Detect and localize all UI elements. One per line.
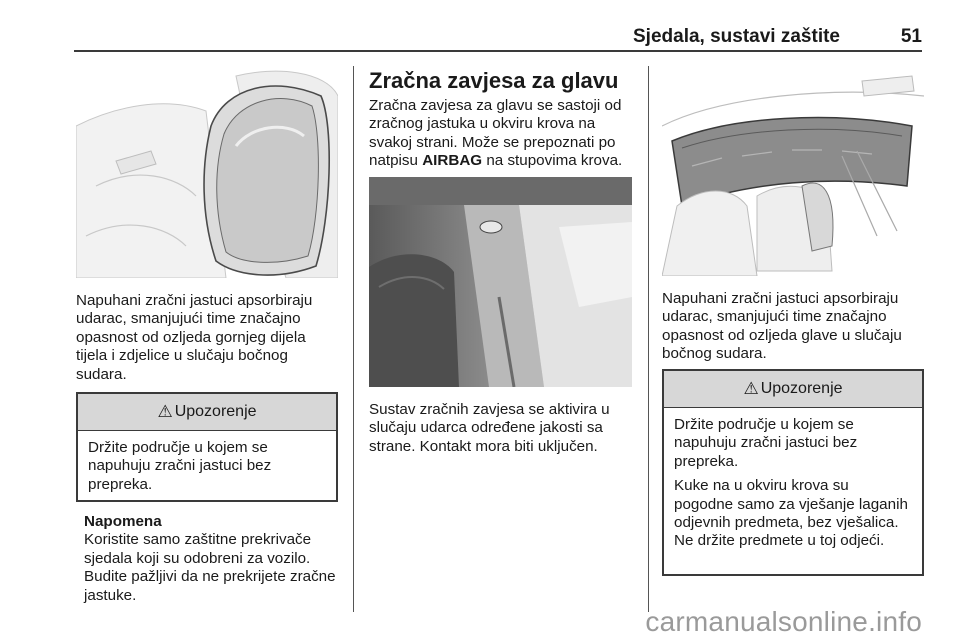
warning-icon: ⚠ <box>157 402 173 422</box>
warning-title: Upozorenje <box>174 403 257 420</box>
curtain-airbag-illustration-icon <box>662 66 924 276</box>
warning-text-2: Kuke na u okviru krova su pogodne samo za vješanje laganih odjevnih predmeta, bez vješalica. Ne držite predmete u toj odjeći. <box>674 477 908 550</box>
pillar-airbag-photo-icon <box>369 177 632 387</box>
curtain-activation-caption: Sustav zračnih zavjesa se aktivira u slučaju udarca određene jakosti sa strane. Kontakt mora biti uključen. <box>369 401 610 455</box>
running-header <box>74 26 922 48</box>
warning-header <box>664 371 922 408</box>
intro-text-after: na stupovima krova. <box>482 152 623 170</box>
column-divider-right <box>648 66 649 612</box>
warning-box-side-airbag <box>76 392 338 502</box>
page-number: 51 <box>900 26 922 47</box>
note-text: Koristite samo zaštitne prekrivače sjedala koji su odobreni za vozilo. Budite pažljivi da ne prekrijete zračne jastuke. <box>84 531 336 604</box>
watermark: carmanualsonline.info <box>645 606 922 637</box>
warning-body <box>664 408 922 563</box>
section-heading: Zračna zavjesa za glavu <box>369 68 619 93</box>
header-rule <box>74 50 922 52</box>
section-title: Sjedala, sustavi zaštite <box>633 26 840 47</box>
side-airbag-illustration-icon <box>76 66 338 278</box>
warning-text: Držite područje u kojem se napuhuju zračni jastuci bez prepreka. <box>88 439 272 493</box>
side-airbag-caption: Napuhani zračni jastuci apsorbiraju udarac, smanjujući time značajno opasnost od ozljeda gornjeg dijela tijela i zdjelice u slučaju bočnog sudara. <box>76 292 313 383</box>
warning-icon: ⚠ <box>743 379 759 399</box>
side-airbag-figure <box>76 66 338 278</box>
warning-header <box>78 394 336 431</box>
warning-body <box>78 431 336 506</box>
pillar-airbag-photo <box>369 177 632 387</box>
curtain-airbag-caption: Napuhani zračni jastuci apsorbiraju udarac, smanjujući time značajno opasnost od ozljeda glave u slučaju bočnog sudara. <box>662 290 902 363</box>
curtain-airbag-figure <box>662 66 924 276</box>
column-divider-left <box>353 66 354 612</box>
curtain-airbag-intro <box>369 97 635 171</box>
warning-box-curtain-airbag <box>662 369 924 576</box>
note-block <box>84 513 336 605</box>
warning-text-1: Držite područje u kojem se napuhuju zračni jastuci bez prepreka. <box>674 416 858 470</box>
note-title: Napomena <box>84 513 162 530</box>
warning-title: Upozorenje <box>760 380 843 397</box>
intro-text-before: Zračna zavjesa za glavu se sastoji od zračnog jastuka u okviru krova na svakoj strani. Može se prepoznati po natpisu <box>369 97 622 170</box>
airbag-label-text: AIRBAG <box>422 152 483 170</box>
